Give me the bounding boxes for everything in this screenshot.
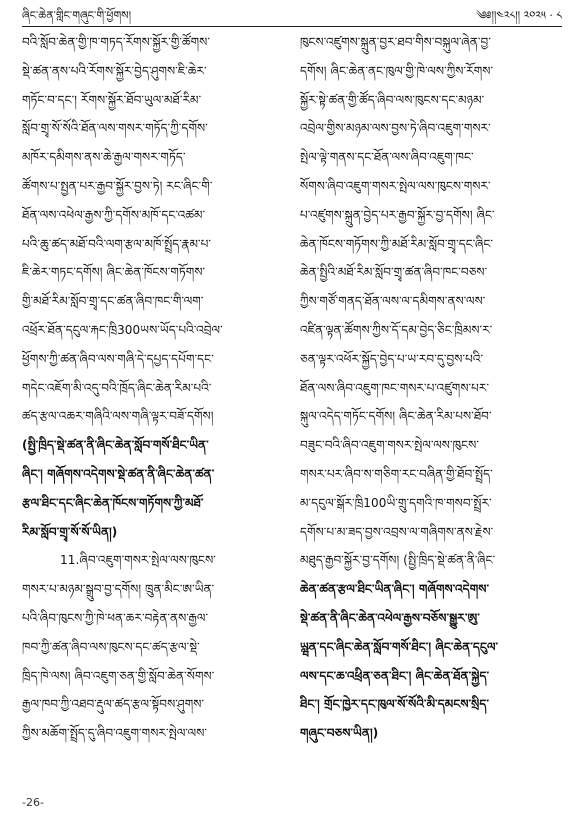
text-line: སོགས་ཞིབ་འཇུག་གསར་སྤེལ་ལས་ཁུངས་གསར་ — [300, 178, 491, 193]
text-line: བཟུང་བའི་ཞིབ་འཇུག་གསར་སྤེལ་ལས་ཁུངས་ — [300, 438, 479, 453]
text-line: གདེང་འཇོག་མི་འདུ་བའི་ཁྲོད་ཞིང་ཆེན་རིམ་པའི་ — [22, 380, 212, 395]
text-line: སྐུལ་འདེད་གཏོང་དགོས། ཞིང་ཆེན་རིམ་པས་ཐོབ་ — [300, 409, 492, 424]
text-line: ཁབ་ཀྱི་ཚན་ཞིབ་ལས་ཁུངས་དང་ཚད་རྩལ་སྡེ་ — [22, 639, 200, 654]
text-line: རིམ་སློབ་གྲྭ་སོ་སོ་ཡིན།) — [22, 524, 118, 539]
text-line: ཆེན་ཚན་རྩལ་ཐིང་ཡིན་ཞིང་། གཞོགས་འདེགས་ — [300, 582, 490, 597]
text-line: ཀྱིས་མཆོག་སྤྲོད་དུ་ཞིབ་འཇུག་གསར་སྤེལ་ལས་ — [22, 726, 208, 741]
text-line: གཞུང་བཅས་ཡིན།) — [300, 726, 379, 741]
text-line: ཐོན་ལས་འཕེལ་རྒྱས་ཀྱི་དགོས་མཁོ་དང་འཚམ་ — [22, 207, 206, 222]
text-line: འཛིན་ལྟན་ཚོགས་ཀྱིས་དོ་དམ་བྱེད་ཅིང་ཁྲིམས་ར་ — [300, 322, 493, 337]
left-column — [22, 28, 284, 780]
text-line: གསར་པར་ཞིབ་ས་གཅིག་རང་བཞིན་གྱི་ཐོབ་སྤྲོད་ — [300, 466, 493, 481]
header-title: ཞིང་ཆེན་གླིང་གཞུང་གི་ཕྱོགས། — [22, 9, 132, 22]
text-line: གཏོང་བ་དང་། རོགས་སྐྱོར་ཐོབ་ཡུལ་མཐོ་རིམ་ — [22, 92, 202, 107]
text-line: པའི་ཆུ་ཚད་མཐོ་བའི་ལག་རྩལ་མཁོ་སྤྲོད་རྣམ་པ་ — [22, 236, 212, 251]
text-line: ཐིང་། གྲོང་ཁྱེར་དང་ཁུལ་སོ་སོའི་མི་དམངས་སྲིད་ — [300, 697, 490, 712]
text-line: གསར་པ་མཉམ་སྒྲུབ་བྱ་དགོས། ཁྲུན་མིང་ཨ་ཡིན་ — [22, 582, 215, 597]
text-line: 11.ཞིབ་འཇུག་གསར་སྤེལ་ལས་ཁུངས་ — [60, 553, 216, 568]
running-header — [22, 6, 562, 27]
text-line: ཕྱོགས་ཀྱི་ཚན་ཞིབ་ལས་གཞི་དེ་དཔྱད་དཔོག་དང་ — [22, 351, 214, 366]
text-line: ཐོན་ལས་ཞིབ་འཇུག་ཁང་གསར་པ་འཛུགས་པར་ — [300, 380, 490, 395]
text-line: སློབ་གྲྭ་སོ་སོའི་ཐོན་ལས་གསར་གཏོད་ཀྱི་དགོས་ — [22, 121, 208, 136]
text-line: པ་འཛུགས་སྐྲུན་བྱེད་པར་རྒྱབ་སྐྱོར་བྱ་དགོས། ཞིང་ — [300, 207, 495, 222]
text-line: ཚོགས་པ་སྤྱན་པར་རྒྱབ་སྐྱོར་བྱས་ཏེ། རང་ཞིང་གི་ — [22, 178, 213, 193]
text-line: ཚད་རྩལ་འཆར་གཞིའི་ལས་གཞི་ལྟར་བཟོ་དགོས། — [22, 409, 214, 424]
text-line: མ་དངུལ་སྒོར་ཁྲི100ཡི་གྲུ་དགའི་ཁ་གསབ་སྤྲོར་ — [300, 495, 492, 510]
text-line: སྡེ་ཚན་ནི་ཞིང་ཆེན་འཕེལ་རྒྱས་བཅོས་སྒྱུར་ཨུ་ — [300, 610, 480, 625]
text-line: (སྤྱི་ཁྲིད་སྡེ་ཚན་ནི་ཞིང་ཆེན་སློབ་གསོ་ཐིང་ཡིན་ — [22, 438, 209, 453]
text-line: ཡྺན་དང་ཞིང་ཆེན་སློབ་གསོ་ཐིང་། ཞིང་ཆེན་དངུལ་ — [300, 639, 499, 654]
text-line: དགོས། ཞིང་ཆེན་ནང་ཁུལ་གྱི་ཁེ་ལས་ཀྱིས་རོགས་ — [300, 63, 494, 78]
text-line: ཇི་ཆེར་གཏང་དགོས། ཞིང་ཆེན་ཁོངས་གཏོགས་ — [22, 265, 206, 280]
text-line: ཀྱིས་གཙོ་གནད་ཐོན་ལས་ལ་དམིགས་ནས་ལས་ — [300, 294, 486, 309]
text-line: འབྲེལ་གྱིས་མཉམ་ལས་བྱས་ཏེ་ཞིབ་འཇུག་གསར་ — [300, 121, 491, 136]
text-line: ཞིང་། གཞོགས་འདེགས་སྡེ་ཚན་ནི་ཞིང་ཆེན་ཚན་ — [22, 466, 215, 481]
text-line: ལས་དང་ཆ་འཕྲིན་ཅན་ཐིང་། ཞིང་ཆེན་ཐོན་སྐྱེད་ — [300, 668, 490, 683]
text-line: སྐྱོར་སྟེ་ཚན་གྱི་ཚོད་ཞིབ་ལས་ཁུངས་དང་མཉམ་ — [300, 92, 485, 107]
text-line: ཅན་ལྟར་འཕོར་སྐྱོད་བྱེད་པ་ཡ་རབ་དུ་བྱས་པའི་ — [300, 351, 484, 366]
text-line: རྩལ་ཐིང་དང་ཞིང་ཆེན་ཁོངས་གཏོགས་ཀྱི་མཐོ་ — [22, 495, 204, 510]
text-line: ཆེན་ཁོངས་གཏོགས་ཀྱི་མཐོ་རིམ་སློབ་གྲྭ་དང་ཞིང་ — [300, 236, 494, 251]
text-line: འཕྲོར་ཐོན་དངུལ་རྐང་ཁྲི300ཡས་ཡོད་པའི་འབྲེལ་ — [22, 322, 223, 337]
text-line: བའི་སློབ་ཆེན་གྱི་ཁ་གཏད་རོགས་སྐྱོར་གྱི་ཚོགས་ — [22, 35, 210, 49]
text-line: དགོས་པ་མ་ཟད་བྱས་འབྲས་ལ་གཞིགས་ནས་རྗེས་ — [300, 524, 494, 539]
page-number: -26- — [22, 796, 44, 809]
text-line: མཐུད་རྒྱབ་སྐྱོར་བྱ་དགོས། (སྤྱི་ཁྲིད་སྡེ་ཚན་ནི་ཞིང་ — [300, 553, 496, 568]
right-column — [300, 28, 562, 780]
text-line: པའི་ཞིབ་ཁུངས་ཀྱི་ཁེ་ཕན་ཆར་བརྟེན་ནས་རྒྱལ་ — [22, 610, 209, 625]
text-line: ཁུངས་འཛུགས་སྐྲུན་བྱར་ཐབ་གིས་བསྐུལ་ཞེན་བྱ་ — [300, 35, 491, 49]
text-line: ཁྲིད་ཁེ་ལས། ཞིབ་འཇུག་ཅན་གྱི་སློབ་ཆེན་སོགས་ — [22, 668, 215, 683]
text-line: གྱི་མཐོ་རིམ་སློབ་གྲྭ་དང་ཚན་ཞིབ་ཁང་གི་ལག་ — [22, 294, 204, 309]
text-line: མཁོར་དམིགས་ནས་ཆེ་རྒྱལ་གསར་གཏོད་ — [22, 150, 186, 165]
text-line: ཆེན་སྤྱིའི་མཐོ་རིམ་སློབ་གྲྭ་ཚན་ཞིབ་ཁང་བཅས་ — [300, 265, 488, 280]
header-issue: ༄༅།།༤༢༨།། ༢༠༢༥ · ༨ — [476, 9, 562, 22]
text-line: སྤེལ་ལྟེ་གནས་དང་ཐོན་ལས་ཞིབ་འཇུག་ཁང་ — [300, 150, 474, 165]
text-line: རྒྱལ་ཁབ་ཀྱི་འཐབ་རྡུལ་ཚད་རྩལ་སྟོབས་ཤུགས་ — [22, 697, 205, 712]
text-line: སྡེ་ཚན་ནས་པའི་རོགས་སྐྱོར་བྱེད་ཤུགས་ཇི་ཆེར་ — [22, 63, 207, 78]
